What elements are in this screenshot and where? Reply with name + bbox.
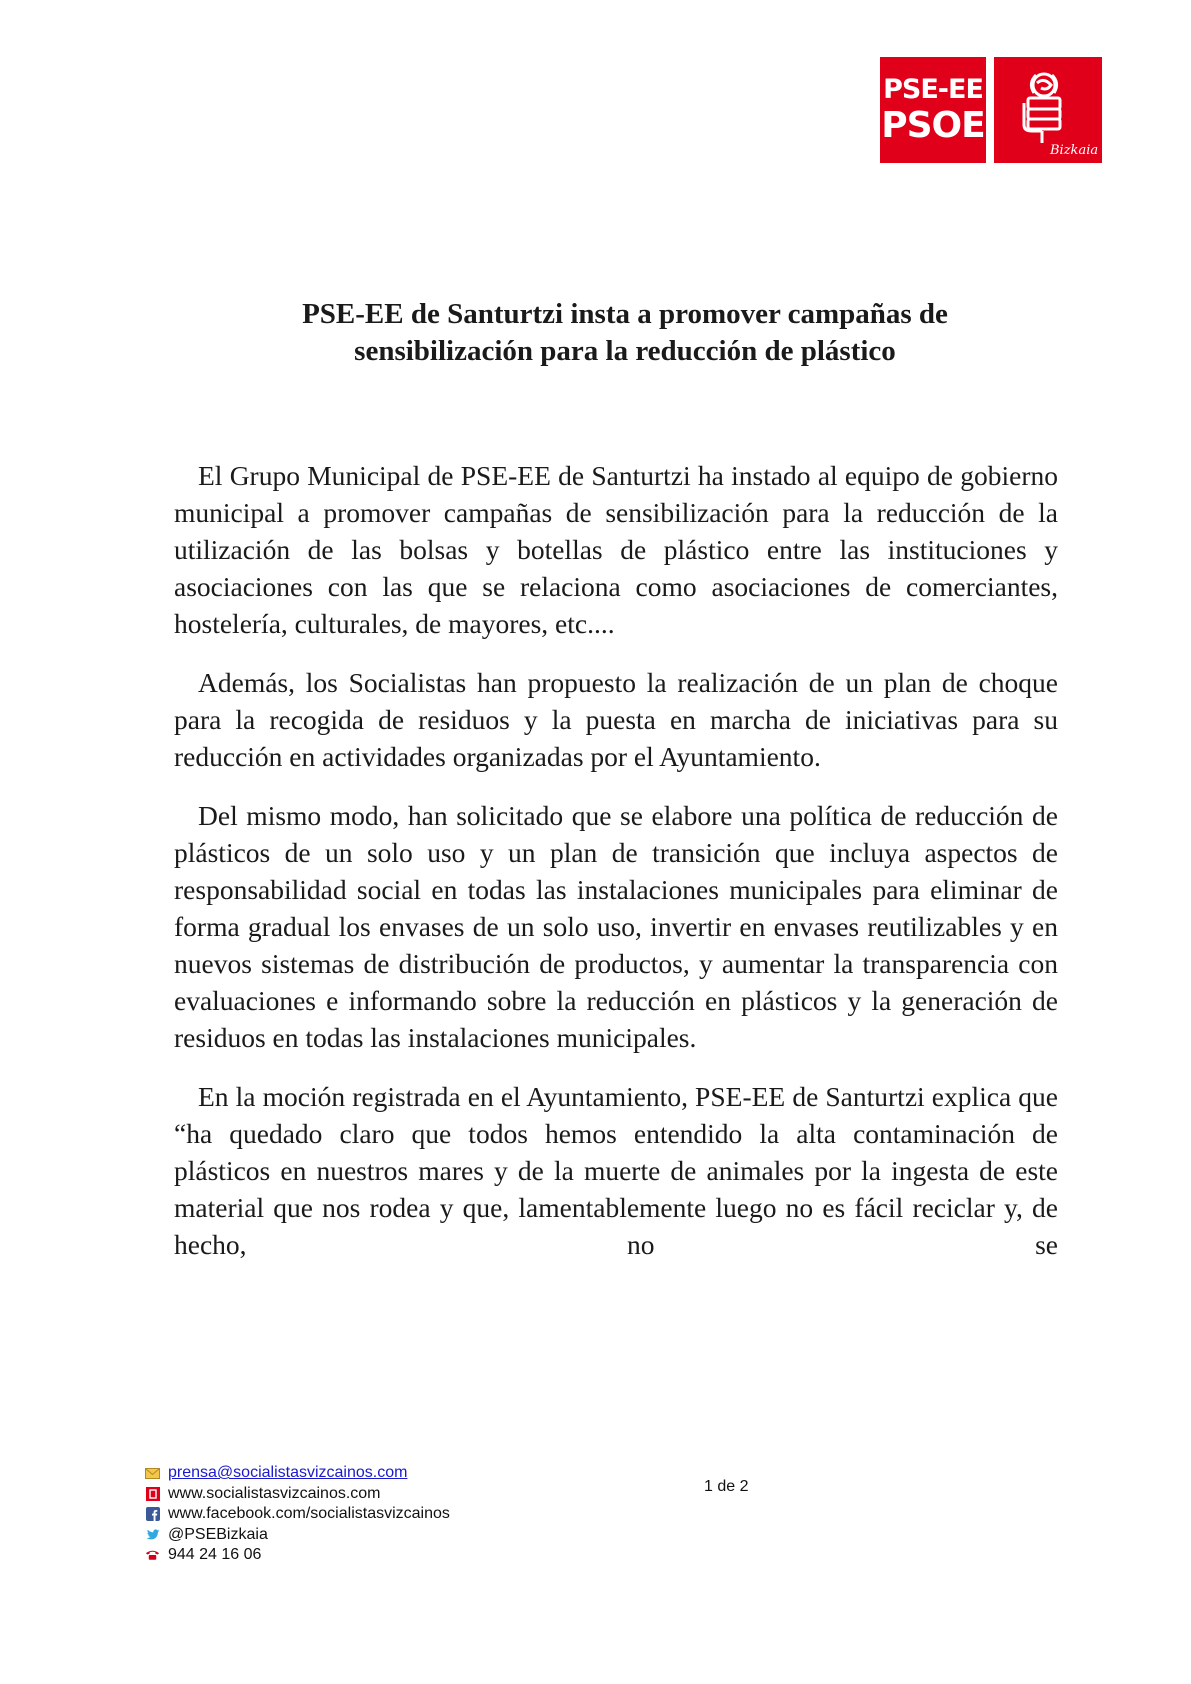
paragraph-1: El Grupo Municipal de PSE-EE de Santurtzi ha instado al equipo de gobierno municipal a promover campañas de sensibilización para la reducción de la utilización de las bolsas y botellas de plástico entre las instituciones y asociaciones con las que se relaciona como asociaciones de comerciantes, hostelería, culturales, de mayores, etc.... [174, 460, 1058, 639]
mail-icon [145, 1466, 160, 1481]
rose-fist-icon [994, 57, 1102, 163]
footer-facebook-row [145, 1504, 450, 1525]
press-release-title [200, 296, 1050, 370]
footer-facebook-text[interactable]: www.facebook.com/socialistasvizcainos [168, 1505, 450, 1523]
logo-line-2: PSOE [881, 105, 985, 146]
footer-website-row [145, 1484, 450, 1505]
paragraph-4: En la moción registrada en el Ayuntamiento, PSE-EE de Santurtzi explica que “ha quedado claro que todos hemos entendido la alta contaminación de plásticos en nuestros mares y de la muerte de animales por la ingesta de este material que nos rodea y que, lamentablemente luego no es fácil reciclar y, de hecho, no se [174, 1081, 1058, 1260]
party-logo [880, 57, 1102, 163]
logo-text-block [880, 57, 986, 163]
press-release-body [174, 457, 1058, 1263]
title-line-1: PSE-EE de Santurtzi insta a promover campañas de [302, 298, 948, 330]
logo-emblem-block [994, 57, 1102, 163]
footer-phone-row [145, 1545, 450, 1566]
footer-email-link[interactable]: prensa@socialistasvizcainos.com [168, 1464, 408, 1482]
title-line-2: sensibilización para la reducción de plástico [354, 335, 896, 367]
logo-line-1: PSE-EE [883, 74, 983, 105]
paragraph-2: Además, los Socialistas han propuesto la realización de un plan de choque para la recogida de residuos y la puesta en marcha de iniciativas para su reducción en actividades organizadas por el Ayuntamiento. [174, 667, 1058, 772]
web-icon [145, 1486, 160, 1501]
footer-phone-text: 944 24 16 06 [168, 1546, 262, 1564]
facebook-icon [145, 1507, 160, 1522]
phone-icon [145, 1548, 160, 1563]
footer-website-text[interactable]: www.socialistasvizcainos.com [168, 1484, 381, 1502]
logo-region-text: Bizkaia [1050, 143, 1099, 158]
twitter-icon [145, 1527, 160, 1542]
contact-footer [145, 1463, 450, 1566]
footer-email-row [145, 1463, 450, 1484]
footer-twitter-text[interactable]: @PSEBizkaia [168, 1525, 268, 1543]
page-number: 1 de 2 [704, 1478, 749, 1495]
footer-twitter-row [145, 1525, 450, 1546]
paragraph-3: Del mismo modo, han solicitado que se elabore una política de reducción de plásticos de un solo uso y un plan de transición que incluya aspectos de responsabilidad social en todas las instalaciones municipales para eliminar de forma gradual los envases de un solo uso, invertir en envases reutilizables y en nuevos sistemas de distribución de productos, y aumentar la transparencia con evaluaciones e informando sobre la reducción en plásticos y la generación de residuos en todas las instalaciones municipales. [174, 800, 1058, 1053]
